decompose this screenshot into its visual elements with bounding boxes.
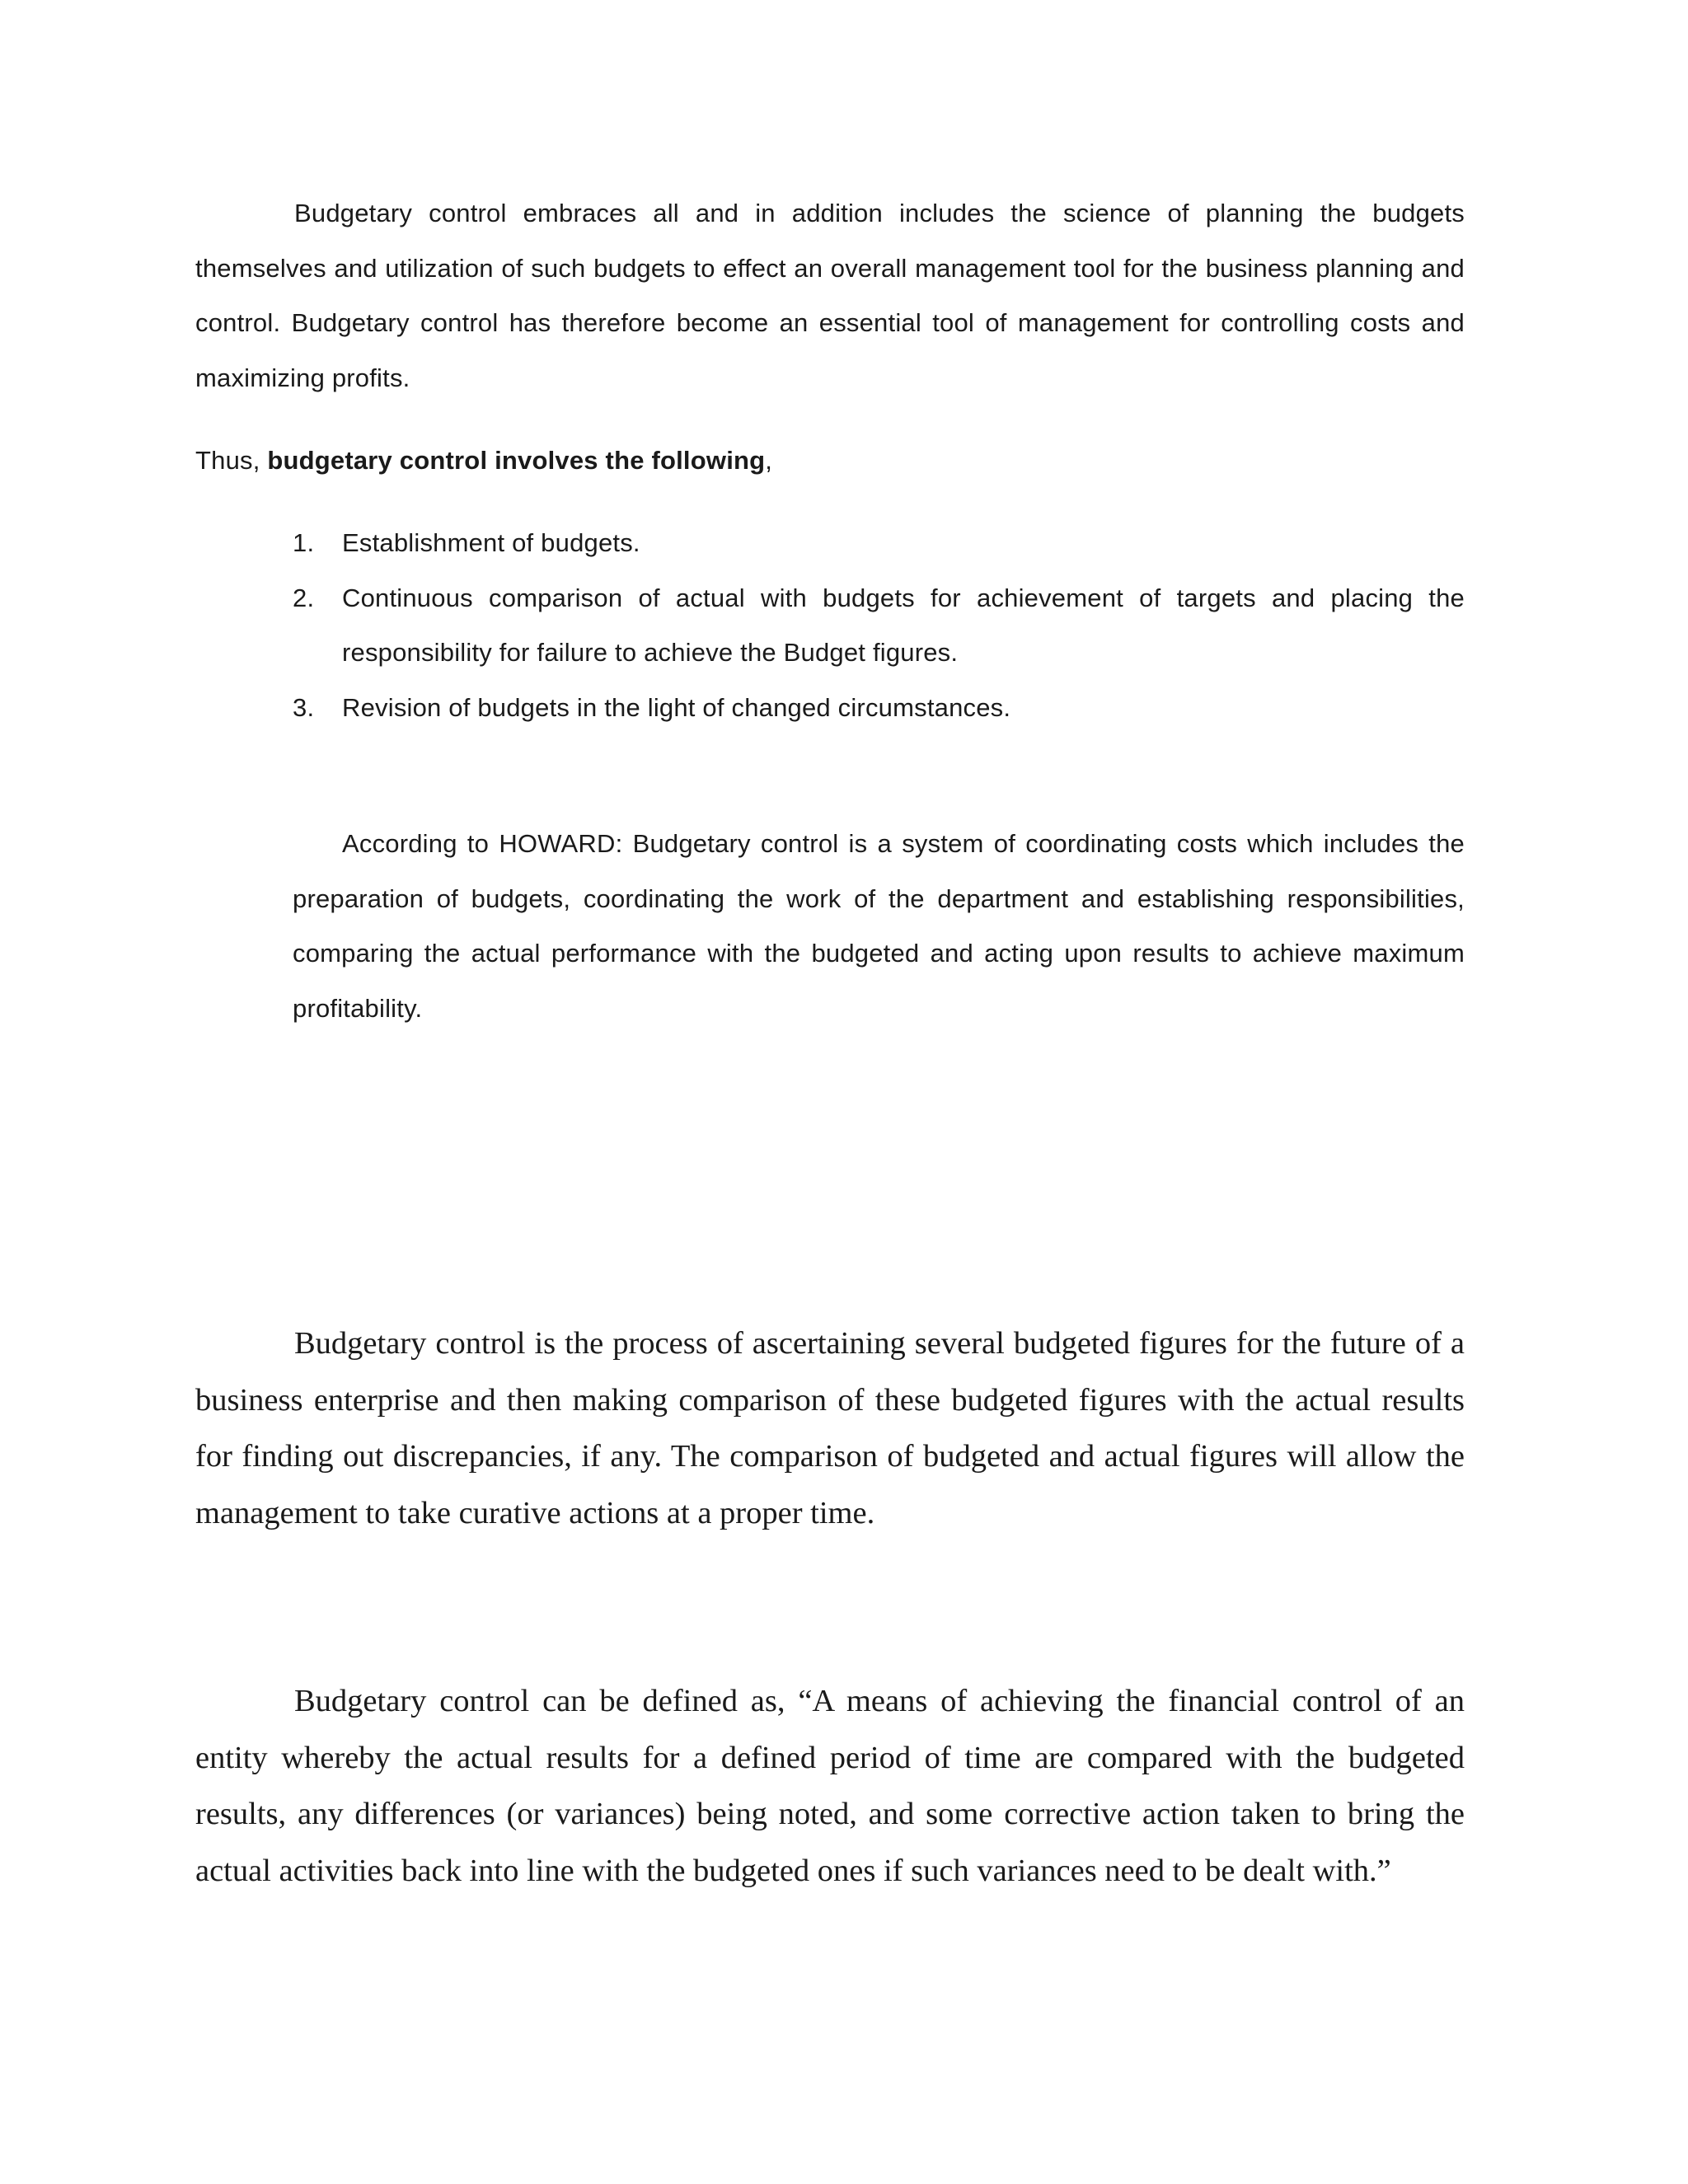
list-item-text: Revision of budgets in the light of changed circumstances. (342, 692, 1011, 722)
list-item-text: Continuous comparison of actual with budgets for achievement of targets and placing the responsibility for failure to achieve the Budget figures. (342, 583, 1465, 667)
list-item-number: 3. (293, 692, 315, 722)
list-item-number: 1. (293, 528, 315, 557)
process-paragraph: Budgetary control is the process of ascertaining several budgeted figures for the future of a business enterprise and then making comparison of these budgeted figures with the actual results for finding out discrepancies, if any. The comparison of budgeted and actual figures will allow the management to take curative actions at a proper time. (195, 1326, 1465, 1530)
involves-list (293, 516, 1465, 735)
howard-definition: According to HOWARD: Budgetary control is a system of coordinating costs which includes the preparation of budgets, coordinating the work of the department and establishing responsibilities, comparing the actual performance with the budgeted and acting upon results to achieve maximum profitability. (293, 829, 1465, 1023)
involves-bold: budgetary control involves the following (267, 446, 766, 475)
intro-paragraph: Budgetary control embraces all and in addition includes the science of planning the budgets themselves and utilization of such budgets to effect an overall management tool for the business planning and control. Budgetary control has therefore become an essential tool of management for controlling costs and maximizing profits. (195, 199, 1465, 392)
list-item (293, 516, 1465, 571)
involves-heading (195, 434, 1465, 489)
list-item (293, 571, 1465, 681)
list-item (293, 681, 1465, 736)
involves-prefix: Thus, (195, 446, 268, 475)
involves-suffix: , (765, 446, 773, 475)
list-item-number: 2. (293, 583, 315, 612)
list-item-text: Establishment of budgets. (342, 528, 640, 557)
definition-paragraph: Budgetary control can be defined as, “A means of achieving the financial control of an entity whereby the actual results for a defined period of time are compared with the budgeted results, any differences (or variances) being noted, and some corrective action taken to bring the actual activities back into line with the budgeted ones if such variances need to be dealt with.” (195, 1684, 1465, 1888)
